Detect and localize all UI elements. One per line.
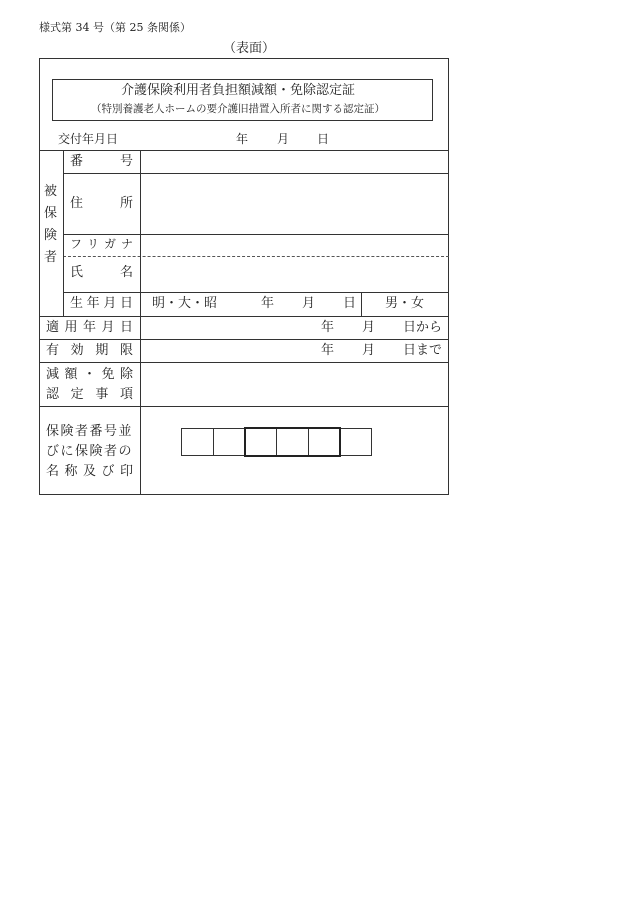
sex-options: 男・女 xyxy=(385,296,425,311)
issue-month: 月 xyxy=(277,132,290,146)
insured-char: 険 xyxy=(44,228,58,243)
birth-year: 年 xyxy=(261,296,275,311)
certificate-subtitle: （特別養護老人ホームの要介護旧措置入所者に関する認定証） xyxy=(91,103,385,115)
rule-name-bottom xyxy=(63,292,449,293)
rule-furigana-dashed xyxy=(63,256,449,257)
insured-char: 者 xyxy=(44,250,58,265)
name-label: 氏 名 xyxy=(70,265,133,280)
insurer-number-bold-group xyxy=(244,427,341,457)
apply-day-suffix: 日から xyxy=(403,320,443,335)
valid-until-label: 有 効 期 限 xyxy=(46,343,133,358)
birth-date-label: 生 年 月 日 xyxy=(70,296,133,311)
insurer-label-line3: 名 称 及 び 印 xyxy=(46,464,133,479)
address-label: 住 所 xyxy=(70,196,133,211)
number-label: 番 号 xyxy=(70,154,133,169)
rule-address-bottom xyxy=(63,234,449,235)
issue-year: 年 xyxy=(236,132,249,146)
certificate-title: 介護保険利用者負担額減額・免除認定証 xyxy=(121,83,356,98)
era-options: 明・大・昭 xyxy=(152,296,218,311)
issue-day: 日 xyxy=(317,132,330,146)
rule-valid-bottom xyxy=(39,362,449,363)
side-label: （表面） xyxy=(223,41,276,56)
rule-insured-group-right xyxy=(63,150,64,316)
rule-birth-bottom xyxy=(39,316,449,317)
insured-char: 被 xyxy=(44,184,58,199)
issue-date-label: 交付年月日 xyxy=(58,132,119,146)
rule-table-top xyxy=(39,150,449,151)
birth-month: 月 xyxy=(302,296,316,311)
rule-sex-left xyxy=(361,292,362,316)
reduction-label-line1: 減 額 ・ 免 除 xyxy=(46,367,133,382)
valid-year: 年 xyxy=(321,343,335,358)
birth-day: 日 xyxy=(343,296,357,311)
digit-divider xyxy=(213,428,214,456)
valid-month: 月 xyxy=(362,343,376,358)
insured-char: 保 xyxy=(44,206,58,221)
apply-date-label: 適 用 年 月 日 xyxy=(46,320,133,335)
form-number: 様式第 34 号（第 25 条関係） xyxy=(39,21,191,34)
furigana-label: フ リ ガ ナ xyxy=(70,237,133,251)
insurer-label-line1: 保険者番号並 xyxy=(46,424,134,439)
apply-year: 年 xyxy=(321,320,335,335)
rule-apply-bottom xyxy=(39,339,449,340)
rule-number-bottom xyxy=(63,173,449,174)
rule-label-column-right xyxy=(140,150,141,495)
reduction-label-line2: 認 定 事 項 xyxy=(46,387,133,402)
insurer-label-line2: びに保険者の xyxy=(46,444,134,459)
valid-day-suffix: 日まで xyxy=(403,343,443,358)
insured-group-label xyxy=(44,185,58,264)
rule-reduction-bottom xyxy=(39,406,449,407)
apply-month: 月 xyxy=(362,320,376,335)
